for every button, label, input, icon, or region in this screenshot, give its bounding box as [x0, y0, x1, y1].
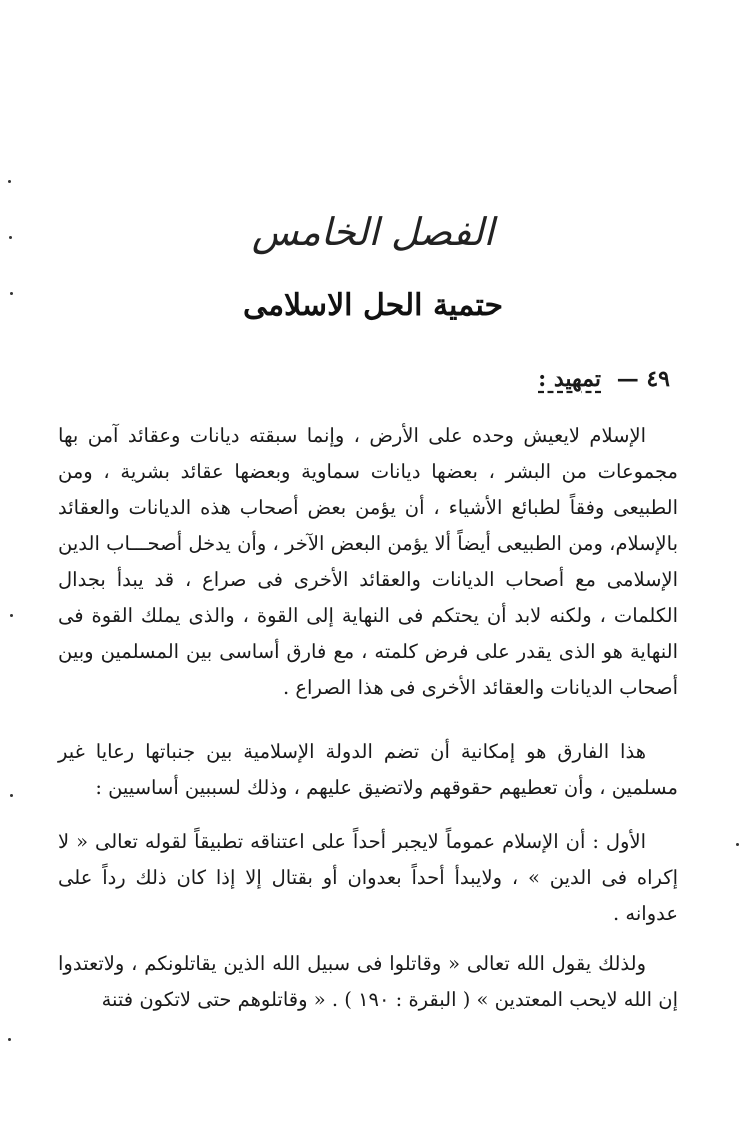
- scan-speck: [9, 236, 12, 239]
- section-heading: [538, 366, 670, 392]
- scan-speck: [10, 292, 13, 295]
- section-title: تمهيد :: [538, 366, 602, 392]
- paragraph-1: الإسلام لايعيش وحده على الأرض ، وإنما سبقته ديانات وعقائد آمن بها مجموعات من البشر ، بعضها ديانات سماوية وبعضها عقائد بشرية ، ومن الطبيعى وفقاً لطبائع الأشياء ، أن يؤمن بعض أصحاب هذه الديانات والعقائد بالإسلام، ومن الطبيعى أيضاً ألا يؤمن البعض الآخر ، وأن يدخل أصحـــاب الدين الإسلامى مع أصحاب الديانات والعقائد الأخرى فى صراع ، قد يبدأ بجدال الكلمات ، ولكنه لابد أن يحتكم فى النهاية إلى القوة ، والذى يملك القوة فى النهاية هو الذى يقدر على فرض كلمته ، مع فارق أساسى بين المسلمين وبين أصحاب الديانات والعقائد الأخرى فى هذا الصراع .: [58, 424, 678, 699]
- chapter-heading: الفصل الخامس: [251, 210, 495, 254]
- paragraph-4: ولذلك يقول الله تعالى « وقاتلوا فى سبيل الله الذين يقاتلونكم ، ولاتعتدوا إن الله لايحب المعتدين » ( البقرة : ١٩٠ ) . « وقاتلوهم حتى لاتكون فتنة: [58, 952, 678, 1011]
- section-number: ٤٩ —: [616, 366, 670, 392]
- chapter-title: حتمية الحل الاسلامى: [242, 288, 504, 323]
- scan-speck: [8, 180, 11, 183]
- paragraph-3: الأول : أن الإسلام عموماً لايجبر أحداً على اعتناقه تطبيقاً لقوله تعالى « لا إكراه فى الدين » ، ولايبدأ أحداً بعدوان أو بقتال إلا إذا كان ذلك رداً على عدوانه .: [58, 830, 678, 925]
- scan-speck: [736, 843, 739, 846]
- paragraph-2: هذا الفارق هو إمكانية أن تضم الدولة الإسلامية بين جنباتها رعايا غير مسلمين ، وأن تعطيهم حقوقهم ولاتضيق عليهم ، وذلك لسببين أساسيين :: [58, 740, 678, 799]
- scan-speck: [10, 614, 13, 617]
- scan-speck: [10, 794, 13, 797]
- scan-speck: [8, 1038, 11, 1041]
